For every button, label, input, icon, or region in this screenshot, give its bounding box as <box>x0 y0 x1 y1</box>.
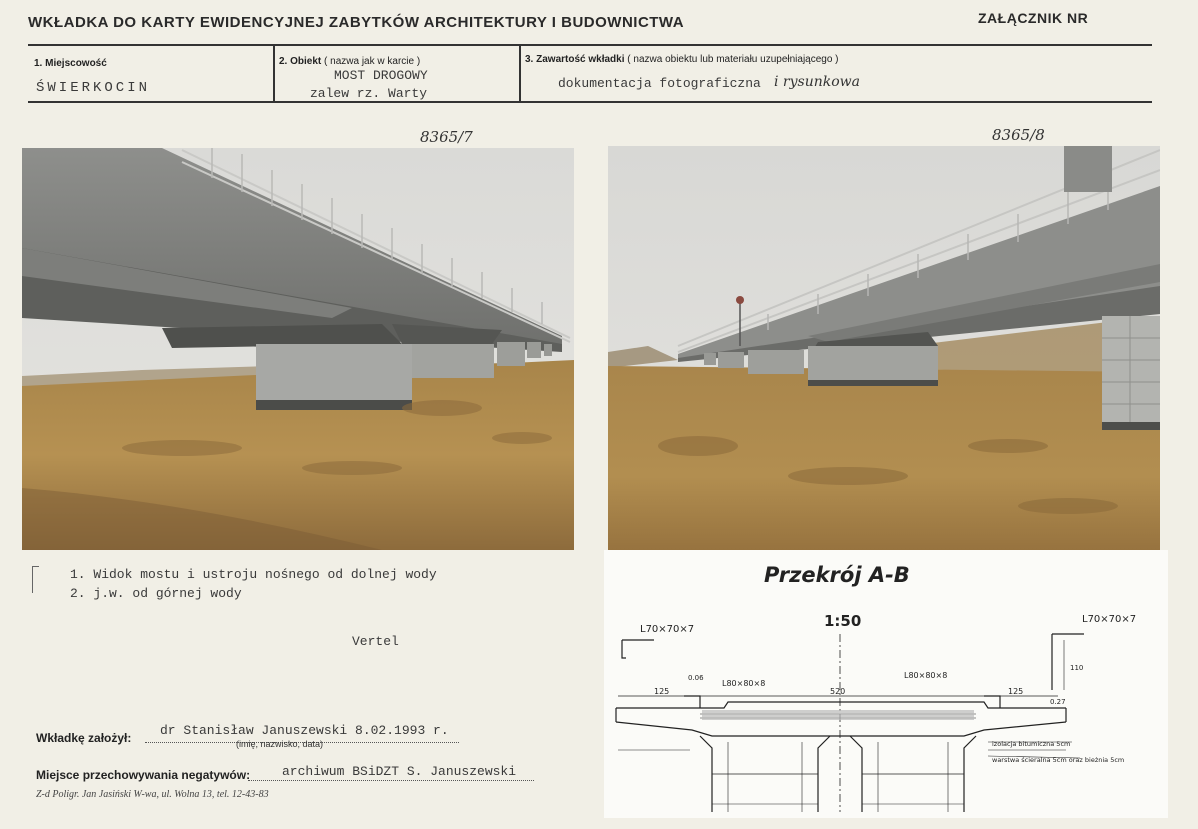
founded-value: dr Stanisław Januszewski 8.02.1993 r. <box>160 723 449 738</box>
grid-divider-2 <box>519 44 521 102</box>
photo-number-2: 8365/8 <box>992 126 1045 144</box>
grid-rule-bottom <box>28 101 1152 103</box>
caption-author: Vertel <box>352 634 399 649</box>
object-label-note: ( nazwa jak w karcie ) <box>324 56 421 67</box>
photo-number-1: 8365/7 <box>420 128 473 146</box>
object-value-line2: zalew rz. Warty <box>310 86 428 101</box>
drawing-note-2: warstwa ścieralna 5cm oraz bieżnia 5cm <box>992 756 1125 764</box>
object-label-text: 2. Obiekt <box>279 56 322 67</box>
photo-bridge-downstream-image <box>22 148 574 550</box>
content-value-handwritten: i rysunkowa <box>774 74 860 90</box>
content-value: dokumentacja fotograficzna <box>558 76 761 91</box>
drawing-note-1: izolacja bitumiczna 5cm <box>992 740 1071 748</box>
object-value-line1: MOST DROGOWY <box>334 68 428 83</box>
founded-label: Wkładkę założył: <box>36 731 132 745</box>
caption-bracket <box>32 566 39 593</box>
drawing-dim-125-left: 125 <box>654 687 670 696</box>
drawing-dim-110: 110 <box>1070 664 1084 672</box>
photo-bridge-downstream <box>22 148 574 550</box>
caption-line-1: 1. Widok mostu i ustroju nośnego od dolnej wody <box>70 567 437 582</box>
negatives-label: Miejsce przechowywania negatywów: <box>36 768 251 782</box>
drawing-dim-006: 0.06 <box>688 674 704 682</box>
object-label <box>279 56 420 67</box>
content-label <box>525 54 839 65</box>
drawing-beam-label-left: L80×80×8 <box>722 679 766 688</box>
photo-bridge-upstream <box>608 146 1160 550</box>
negatives-value: archiwum BSiDZT S. Januszewski <box>282 764 517 779</box>
content-label-text: 3. Zawartość wkładki <box>525 54 625 65</box>
caption-line-2: 2. j.w. od górnej wody <box>70 586 242 601</box>
drawing-scale: 1:50 <box>824 612 862 630</box>
cross-section-drawing <box>604 550 1168 818</box>
drawing-dim-027: 0.27 <box>1050 698 1066 706</box>
negatives-dotted-line <box>248 780 534 781</box>
photo-bridge-upstream-image <box>608 146 1160 550</box>
drawing-label-right: L70×70×7 <box>1082 614 1137 625</box>
drawing-label-left: L70×70×7 <box>640 624 695 635</box>
attachment-number-label: ZAŁĄCZNIK NR <box>978 10 1089 26</box>
grid-divider-1 <box>273 44 275 102</box>
locality-value: ŚWIERKOCIN <box>36 80 151 96</box>
printer-imprint: Z-d Poligr. Jan Jasiński W-wa, ul. Wolna 13, tel. 12-43-83 <box>36 789 269 800</box>
drawing-dim-125-right: 125 <box>1008 687 1024 696</box>
founded-note: (imię, nazwisko, data) <box>236 739 324 749</box>
drawing-beam-label-right: L80×80×8 <box>904 671 948 680</box>
drawing-title: Przekrój A-B <box>764 563 910 587</box>
document-title: WKŁADKA DO KARTY EWIDENCYJNEJ ZABYTKÓW ARCHITEKTURY I BUDOWNICTWA <box>28 14 685 31</box>
grid-rule-top <box>28 44 1152 46</box>
drawing-dim-width: 520 <box>830 687 846 696</box>
content-label-note: ( nazwa obiektu lub materiału uzupełniającego ) <box>627 54 839 65</box>
cross-section-svg <box>604 550 1168 818</box>
locality-label: 1. Miejscowość <box>34 58 107 69</box>
